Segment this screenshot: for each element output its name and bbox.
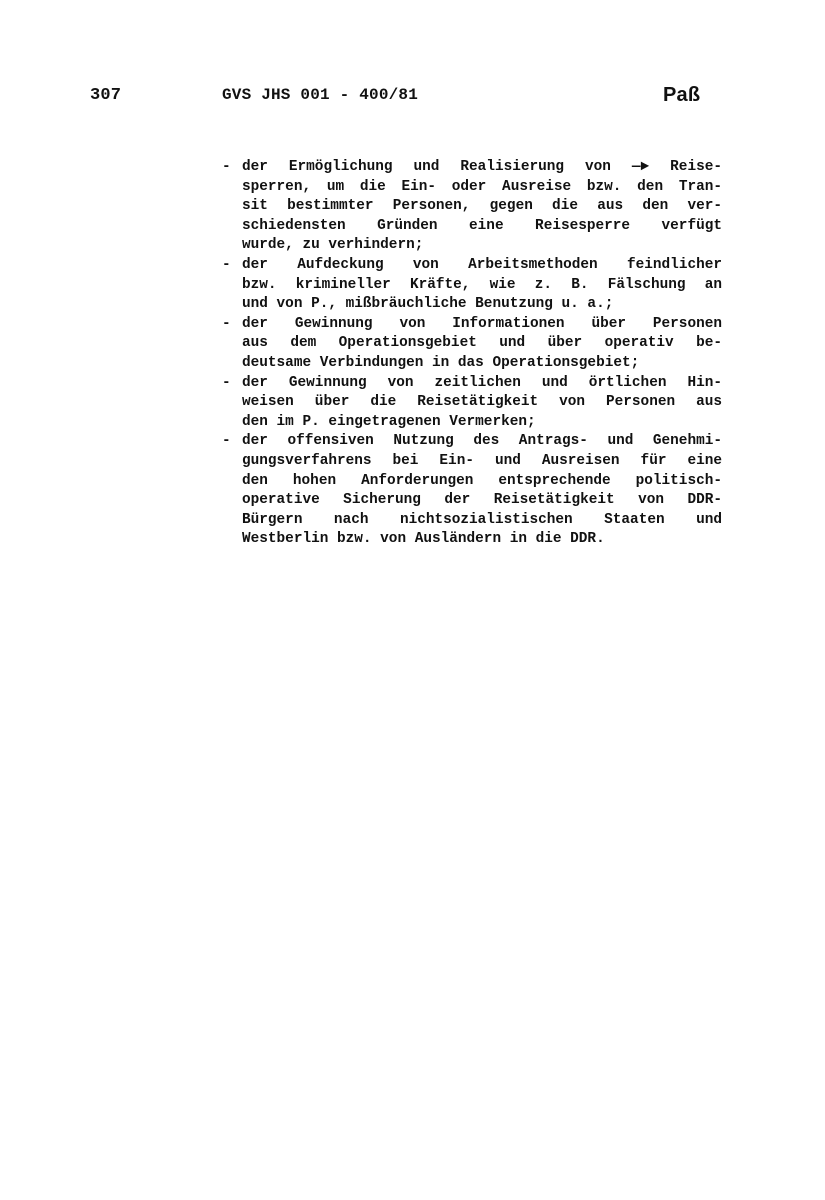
text-line: der Ermöglichung und Realisierung von —► Reise- [242,159,722,175]
list-item [222,256,722,315]
list-dash: - [222,374,231,391]
text-line: bzw. krimineller Kräfte, wie z. B. Fälschung an [242,276,722,293]
text-line: schiedensten Gründen eine Reisesperre verfügt [242,217,722,234]
text-line: den im P. eingetragenen Vermerken; [242,413,536,430]
text-line: wurde, zu verhindern; [242,237,424,254]
text-line: der offensiven Nutzung des Antrags- und Genehmi- [242,433,722,450]
text-line: den hohen Anforderungen entsprechende politisch- [242,472,722,489]
page-number: 307 [90,86,122,105]
text-line: Westberlin bzw. von Ausländern in die DDR. [242,531,605,548]
list-dash: - [222,315,231,332]
list-item [222,432,722,550]
text-line: weisen über die Reisetätigkeit von Personen aus [242,394,722,411]
text-line: sperren, um die Ein- oder Ausreise bzw. den Tran- [242,178,722,195]
text-line: der Aufdeckung von Arbeitsmethoden feindlicher [242,256,722,273]
text-line: und von P., mißbräuchliche Benutzung u. a.; [242,296,614,313]
entry-keyword: Paß [663,84,701,106]
list-dash: - [222,159,231,175]
list-item [222,374,722,433]
text-line: gungsverfahrens bei Ein- und Ausreisen für eine [242,452,722,469]
text-line: der Gewinnung von Informationen über Personen [242,315,722,332]
text-line: der Gewinnung von zeitlichen und örtlichen Hin- [242,374,722,391]
text-line: Bürgern nach nichtsozialistischen Staaten und [242,511,722,528]
text-line: sit bestimmter Personen, gegen die aus den ver- [242,198,722,215]
list-dash: - [222,256,231,273]
page-header [0,86,825,114]
text-line: aus dem Operationsgebiet und über operativ be- [242,335,722,352]
list-dash: - [222,433,231,450]
bullet-list [222,158,722,550]
text-line: operative Sicherung der Reisetätigkeit von DDR- [242,492,722,509]
text-line: deutsame Verbindungen in das Operationsgebiet; [242,354,640,371]
list-item [222,158,722,256]
document-reference: GVS JHS 001 - 400/81 [222,86,419,104]
list-item [222,315,722,374]
